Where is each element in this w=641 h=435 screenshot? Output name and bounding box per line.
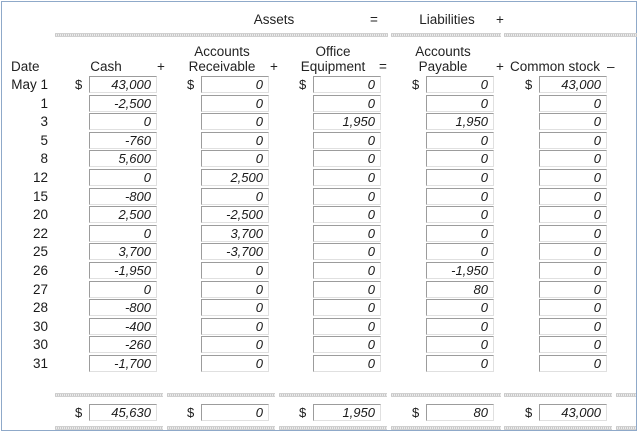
- row-date: 20: [32, 207, 48, 223]
- row-date: 27: [32, 281, 48, 297]
- equip-input[interactable]: 0: [313, 281, 381, 298]
- ap-bottom-separator: [391, 426, 501, 430]
- equity-separator: [504, 33, 637, 37]
- ar-input[interactable]: 0: [201, 113, 269, 130]
- equip-total-separator: [279, 393, 387, 397]
- plus-sign-ar: +: [270, 59, 278, 74]
- common-stock-header: Common stock: [510, 59, 601, 74]
- ar-input[interactable]: 3,700: [201, 225, 269, 242]
- stock-input[interactable]: 0: [539, 299, 607, 316]
- equip-input[interactable]: 0: [313, 169, 381, 186]
- cash-input[interactable]: 0: [89, 113, 157, 130]
- stock-input[interactable]: 0: [539, 150, 607, 167]
- stock-input[interactable]: 0: [539, 169, 607, 186]
- row-date: 26: [32, 263, 48, 278]
- ar-input[interactable]: -2,500: [201, 206, 269, 223]
- cash-input[interactable]: 43,000: [89, 76, 157, 93]
- cash-input[interactable]: 0: [89, 281, 157, 298]
- assets-separator: [55, 33, 388, 37]
- total-dollar-sign: $: [525, 405, 533, 420]
- equip-input[interactable]: 0: [313, 76, 381, 93]
- stock-input[interactable]: 0: [539, 225, 607, 242]
- ar-input[interactable]: -3,700: [201, 243, 269, 260]
- ap-input[interactable]: 0: [426, 76, 494, 93]
- ap-total-input[interactable]: 80: [426, 404, 494, 421]
- row-date: 12: [32, 170, 48, 185]
- cash-header: Cash: [90, 59, 122, 74]
- equip-input[interactable]: 0: [313, 243, 381, 260]
- stock-input[interactable]: 0: [539, 132, 607, 149]
- ap-input[interactable]: 0: [426, 95, 494, 112]
- accounts-payable-header-line2: Payable: [418, 59, 468, 74]
- ap-input[interactable]: 0: [426, 225, 494, 242]
- cash-input[interactable]: -800: [89, 299, 157, 316]
- ar-input[interactable]: 2,500: [201, 169, 269, 186]
- liabilities-separator: [391, 33, 501, 37]
- dollar-sign: $: [299, 77, 307, 92]
- total-dollar-sign: $: [75, 405, 83, 420]
- cash-input[interactable]: 2,500: [89, 206, 157, 223]
- ap-input[interactable]: 0: [426, 206, 494, 223]
- cash-input[interactable]: -400: [89, 318, 157, 335]
- ar-input[interactable]: 0: [201, 150, 269, 167]
- row-date: 3: [40, 114, 48, 130]
- ap-input[interactable]: 0: [426, 299, 494, 316]
- equip-input[interactable]: 0: [313, 336, 381, 353]
- ar-input[interactable]: 0: [201, 355, 269, 372]
- stock-input[interactable]: 0: [539, 206, 607, 223]
- ar-input[interactable]: 0: [201, 318, 269, 335]
- office-equipment-header-line1: Office: [315, 44, 351, 59]
- cash-input[interactable]: -2,500: [89, 95, 157, 112]
- stock-input[interactable]: 0: [539, 95, 607, 112]
- cash-input[interactable]: 0: [89, 225, 157, 242]
- total-dollar-sign: $: [299, 405, 307, 420]
- cash-input[interactable]: 3,700: [89, 243, 157, 260]
- cash-total-separator: [55, 393, 163, 397]
- date-header: Date: [11, 59, 40, 74]
- cash-input[interactable]: -800: [89, 188, 157, 205]
- ar-input[interactable]: 0: [201, 95, 269, 112]
- equip-total-input[interactable]: 1,950: [313, 404, 381, 421]
- ar-input[interactable]: 0: [201, 262, 269, 279]
- equip-input[interactable]: 0: [313, 299, 381, 316]
- ap-input[interactable]: 80: [426, 281, 494, 298]
- equip-input[interactable]: 0: [313, 318, 381, 335]
- stock-input[interactable]: 0: [539, 355, 607, 372]
- ar-input[interactable]: 0: [201, 188, 269, 205]
- equip-input[interactable]: 0: [313, 206, 381, 223]
- stock-input[interactable]: 0: [539, 113, 607, 130]
- ap-input[interactable]: 0: [426, 188, 494, 205]
- office-equipment-header-line2: Equipment: [300, 59, 366, 74]
- ap-input[interactable]: 0: [426, 243, 494, 260]
- equip-input[interactable]: 0: [313, 95, 381, 112]
- plus-sign-ap: +: [496, 59, 504, 74]
- row-date: 30: [32, 337, 48, 353]
- stock-input[interactable]: 43,000: [539, 76, 607, 93]
- plus-sign-top: +: [496, 12, 504, 27]
- ap-input[interactable]: 0: [426, 318, 494, 335]
- stock-input[interactable]: 0: [539, 281, 607, 298]
- cash-input[interactable]: -1,700: [89, 355, 157, 372]
- equip-input[interactable]: 0: [313, 225, 381, 242]
- cash-input[interactable]: -760: [89, 132, 157, 149]
- ar-bottom-separator: [167, 426, 275, 430]
- stock-total-input[interactable]: 43,000: [539, 404, 607, 421]
- cash-input[interactable]: -1,950: [89, 262, 157, 279]
- row-date: 5: [40, 132, 48, 148]
- stock-input[interactable]: 0: [539, 262, 607, 279]
- ar-input[interactable]: 0: [201, 132, 269, 149]
- ar-input[interactable]: 0: [201, 76, 269, 93]
- stock-input[interactable]: 0: [539, 188, 607, 205]
- cash-input[interactable]: 0: [89, 169, 157, 186]
- ar-input[interactable]: 0: [201, 299, 269, 316]
- row-date: 30: [32, 318, 48, 334]
- end-bottom-separator: [616, 426, 636, 430]
- equals-sign-columns: =: [379, 59, 387, 74]
- ap-input[interactable]: 0: [426, 132, 494, 149]
- stock-input[interactable]: 0: [539, 243, 607, 260]
- ap-input[interactable]: 0: [426, 150, 494, 167]
- total-dollar-sign: $: [187, 405, 195, 420]
- stock-total-separator: [504, 393, 612, 397]
- stock-input[interactable]: 0: [539, 336, 607, 353]
- assets-header: Assets: [253, 12, 295, 27]
- equip-input[interactable]: 0: [313, 355, 381, 372]
- ar-total-separator: [167, 393, 275, 397]
- equip-input[interactable]: 0: [313, 262, 381, 279]
- row-date: 28: [32, 300, 48, 316]
- equip-input[interactable]: 0: [313, 132, 381, 149]
- accounts-receivable-header-line1: Accounts: [194, 44, 250, 59]
- cash-bottom-separator: [55, 426, 163, 430]
- cash-input[interactable]: -260: [89, 336, 157, 353]
- worksheet-frame: [1, 1, 637, 431]
- row-date: 8: [40, 151, 48, 167]
- equals-sign-top: =: [370, 12, 378, 27]
- equip-input[interactable]: 0: [313, 188, 381, 205]
- ap-total-separator: [391, 393, 501, 397]
- row-date: 22: [32, 225, 48, 241]
- liabilities-header: Liabilities: [419, 12, 475, 27]
- equip-input[interactable]: 0: [313, 150, 381, 167]
- row-date: 15: [32, 188, 48, 204]
- accounts-receivable-header-line2: Receivable: [188, 59, 256, 74]
- dollar-sign: $: [75, 77, 83, 92]
- row-date: May 1: [11, 77, 48, 92]
- ar-input[interactable]: 0: [201, 336, 269, 353]
- ap-input[interactable]: 0: [426, 169, 494, 186]
- stock-input[interactable]: 0: [539, 318, 607, 335]
- ap-input[interactable]: 0: [426, 336, 494, 353]
- plus-sign-cash: +: [157, 59, 165, 74]
- accounts-payable-header-line1: Accounts: [415, 44, 471, 59]
- dollar-sign: $: [187, 77, 195, 92]
- total-dollar-sign: $: [412, 405, 420, 420]
- end-total-separator: [616, 393, 636, 397]
- cash-input[interactable]: 5,600: [89, 150, 157, 167]
- ap-input[interactable]: -1,950: [426, 262, 494, 279]
- dollar-sign: $: [412, 77, 420, 92]
- row-date: 31: [32, 356, 48, 371]
- dollar-sign: $: [525, 77, 533, 92]
- equip-input[interactable]: 1,950: [313, 113, 381, 130]
- equip-bottom-separator: [279, 426, 387, 430]
- ap-input[interactable]: 0: [426, 355, 494, 372]
- ap-input[interactable]: 1,950: [426, 113, 494, 130]
- stock-bottom-separator: [504, 426, 612, 430]
- ar-total-input[interactable]: 0: [201, 404, 269, 421]
- minus-sign: –: [607, 59, 615, 74]
- row-date: 25: [32, 244, 48, 260]
- ar-input[interactable]: 0: [201, 281, 269, 298]
- row-date: 1: [40, 95, 48, 111]
- cash-total-input[interactable]: 45,630: [89, 404, 157, 421]
